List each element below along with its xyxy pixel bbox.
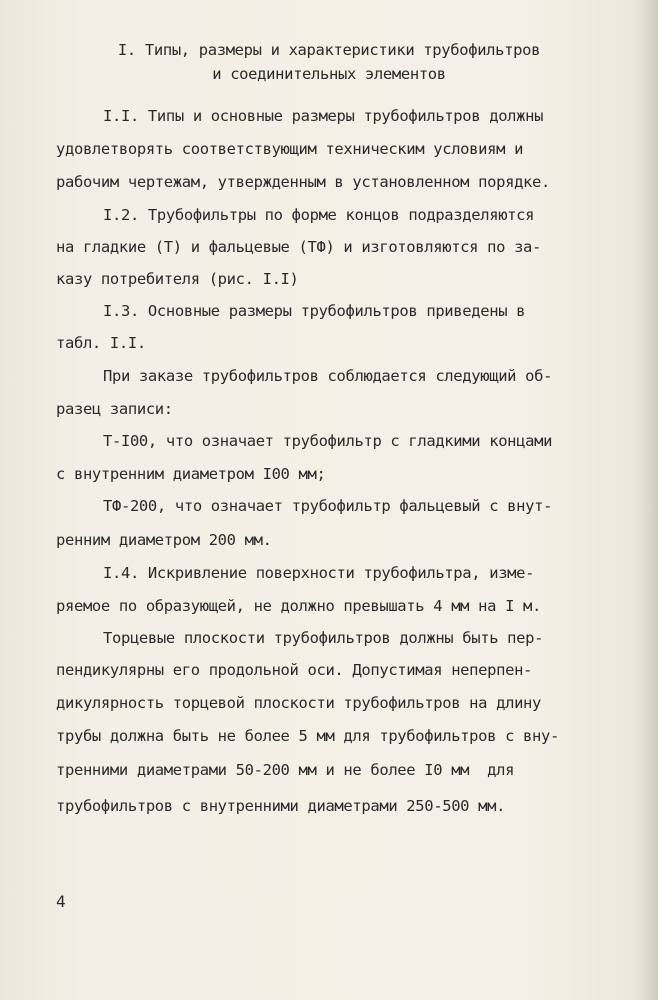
section-heading-line-1: I. Типы, размеры и характеристики трубофильтров — [117, 41, 541, 59]
order-paragraph-line-2: разец записи: — [56, 400, 173, 418]
end-faces-paragraph-line-1: Торцевые плоскости трубофильтров должны быть пер- — [103, 629, 544, 647]
page-edge-shadow — [632, 0, 658, 1000]
section-heading-line-2: и соединительных элементов — [212, 65, 446, 83]
end-faces-paragraph-line-6: трубофильтров с внутренними диаметрами 250-500 мм. — [56, 797, 506, 815]
order-paragraph-line-1: При заказе трубофильтров соблюдается следующий об- — [103, 367, 553, 385]
paragraph-1-1-line-2: удовлетворять соответствующим техническим условиям и — [56, 140, 524, 158]
example-tf200-line-1: ТФ-200, что означает трубофильтр фальцевый с внут- — [103, 497, 553, 515]
paragraph-1-1-line-1: I.I. Типы и основные размеры трубофильтров должны — [103, 107, 544, 125]
paragraph-1-2-line-3: казу потребителя (рис. I.I) — [56, 270, 299, 288]
example-tf200-line-2: ренним диаметром 200 мм. — [56, 531, 272, 549]
end-faces-paragraph-line-4: трубы должна быть не более 5 мм для трубофильтров с вну- — [56, 727, 559, 745]
example-t100-line-2: с внутренним диаметром I00 мм; — [56, 465, 326, 483]
end-faces-paragraph-line-5: тренними диаметрами 50-200 мм и не более I0 мм для — [56, 761, 515, 779]
paragraph-1-3-line-1: I.3. Основные размеры трубофильтров приведены в — [103, 302, 526, 320]
paragraph-1-3-line-2: табл. I.I. — [56, 334, 146, 352]
paragraph-1-2-line-2: на гладкие (Т) и фальцевые (ТФ) и изготовляются по за- — [56, 238, 542, 256]
page-number: 4 — [56, 892, 66, 911]
end-faces-paragraph-line-3: дикулярность торцевой плоскости трубофильтров на длину — [56, 694, 542, 712]
end-faces-paragraph-line-2: пендикулярны его продольной оси. Допустимая неперпен- — [56, 661, 533, 679]
paragraph-1-1-line-3: рабочим чертежам, утвержденным в установленном порядке. — [56, 173, 550, 191]
paragraph-1-2-line-1: I.2. Трубофильтры по форме концов подразделяются — [103, 206, 535, 224]
example-t100-line-1: Т-I00, что означает трубофильтр с гладкими концами — [103, 432, 553, 450]
paragraph-1-4-line-1: I.4. Искривление поверхности трубофильтра, изме- — [103, 564, 535, 582]
paragraph-1-4-line-2: ряемое по образующей, не должно превышать 4 мм на I м. — [56, 597, 542, 615]
